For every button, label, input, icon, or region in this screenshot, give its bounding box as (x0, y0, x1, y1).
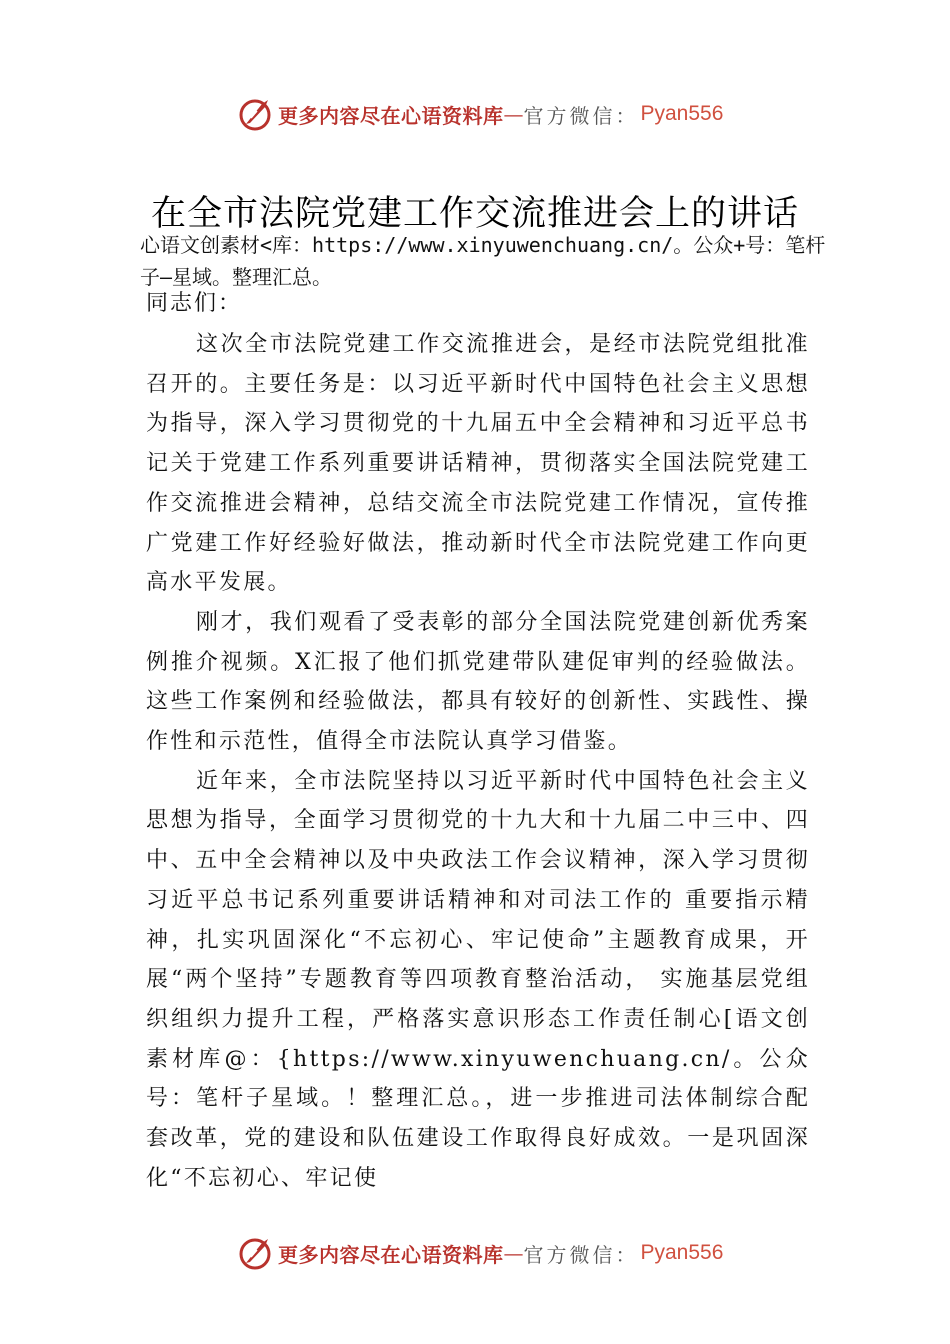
watermark-official-label: 官方微信： (523, 1242, 639, 1267)
watermark-main-text: 更多内容尽在心语资料库 (278, 103, 504, 128)
watermark-main-text: 更多内容尽在心语资料库 (278, 1242, 504, 1267)
paragraph: 刚才，我们观看了受表彰的部分全国法院党建创新优秀案例推介视频。X汇报了他们抓党建带队建促审判的经验做法。这些工作案例和经验做法，都具有较好的创新性、实践性、操作性和示范性，值得全市法院认真学习借鉴。 (146, 609, 810, 755)
watermark-dash: — (503, 1241, 524, 1265)
document-body (146, 325, 810, 1198)
source-note: 心语文创素材<库：https://www.xinyuwenchuang.cn/。公众+号：笔杆子—星域。整理汇总。 (140, 233, 826, 289)
watermark-dash: — (503, 102, 524, 126)
document-title: 在全市法院党建工作交流推进会上的讲话 (150, 194, 799, 234)
watermark-handle: Pyan556 (640, 102, 724, 125)
watermark-banner-top (238, 94, 758, 134)
greeting: 同志们： (146, 291, 243, 316)
watermark-banner-bottom (238, 1233, 758, 1273)
watermark-official-label: 官方微信： (523, 103, 639, 128)
quill-pen-circle-icon (238, 1235, 274, 1271)
paragraph: 这次全市法院党建工作交流推进会，是经市法院党组批准召开的。主要任务是：以习近平新时代中国特色社会主义思想为指导，深入学习贯彻党的十九届五中全会精神和习近平总书记关于党建工作系列重要讲话精神，贯彻落实全国法院党建工作交流推进会精神，总结交流全市法院党建工作情况，宣传推广党建工作好经验好做法，推动新时代全市法院党建工作向更高水平发展。 (146, 332, 810, 596)
watermark-handle: Pyan556 (640, 1241, 724, 1264)
paragraph: 近年来，全市法院坚持以习近平新时代中国特色社会主义思想为指导，全面学习贯彻党的十九大和十九届二中三中、四中、五中全会精神以及中央政法工作会议精神，深入学习贯彻习近平总书记系列重要讲话精神和对司法工作的 重要指示精神，扎实巩固深化“不忘初心、牢记使命”主题教育成果，开展“两个坚持”专题教育等四项教育整治活动， 实施基层党组织组织力提升工程，严格落实意识形态工作责任制心[语文创素材库@：{https://www.xinyuwenchuang.cn/。公众号：笔杆子星域。！整理汇总。，进一步推进司法体制综合配套改革，党的建设和队伍建设工作取得良好成效。一是巩固深化“不忘初心、牢记使 (146, 768, 810, 1191)
quill-pen-circle-icon (238, 96, 274, 132)
